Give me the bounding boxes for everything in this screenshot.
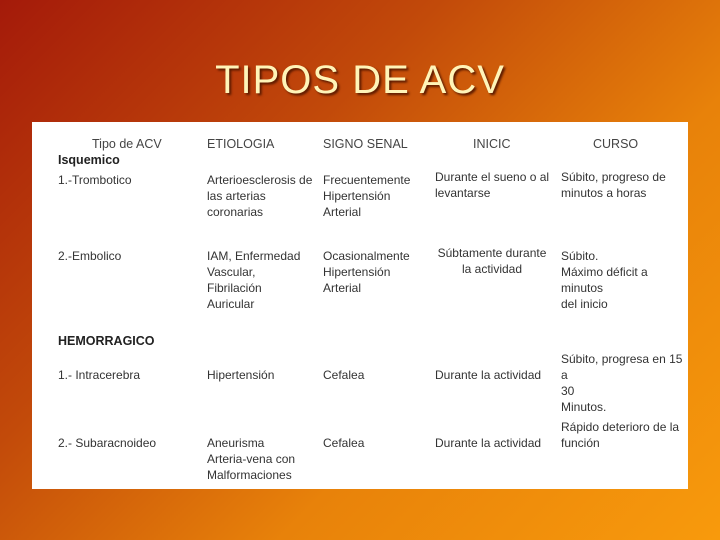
section-label: Isquemico xyxy=(58,153,120,167)
section-label: HEMORRAGICO xyxy=(58,334,155,348)
cell-curso: Súbito. Máximo déficit a minutos del inicio xyxy=(561,249,648,311)
cell-etiologia: Aneurisma Arteria-vena con Malformaciones xyxy=(207,436,296,482)
cell-curso: Rápido deterioro de la función xyxy=(561,420,680,450)
cell-type: 1.- Intracerebra xyxy=(58,368,141,382)
cell-inicio: Durante la actividad xyxy=(435,436,542,450)
cell-signo: Cefalea xyxy=(323,436,365,450)
header-etiologia: ETIOLOGIA xyxy=(207,137,275,151)
cell-type: 1.-Trombotico xyxy=(58,173,132,187)
acv-types-table xyxy=(32,122,688,489)
cell-inicio: Súbtamente durante la actividad xyxy=(437,246,547,276)
cell-inicio: Durante la actividad xyxy=(435,368,542,382)
cell-signo: Cefalea xyxy=(323,368,365,382)
cell-signo: Frecuentemente Hipertensión Arterial xyxy=(323,173,411,219)
slide-title: TIPOS DE ACV xyxy=(215,58,505,102)
cell-etiologia: IAM, Enfermedad Vascular, Fibrilación Auricular xyxy=(207,249,301,311)
cell-type: 2.- Subaracnoideo xyxy=(58,436,157,450)
header-inicio: INICIC xyxy=(473,137,511,151)
header-signo: SIGNO SENAL xyxy=(323,137,408,151)
cell-signo: Ocasionalmente Hipertensión Arterial xyxy=(323,249,410,295)
cell-etiologia: Hipertensión xyxy=(207,368,275,382)
header-tipo: Tipo de ACV xyxy=(92,137,162,151)
header-curso: CURSO xyxy=(593,137,639,151)
cell-curso: Súbito, progreso de minutos a horas xyxy=(561,170,666,200)
cell-type: 2.-Embolico xyxy=(58,249,122,263)
cell-curso: Súbito, progresa en 15 a 30 Minutos. xyxy=(561,352,683,414)
cell-inicio: Durante el sueno o al levantarse xyxy=(435,170,550,200)
cell-etiologia: Arterioesclerosis de las arterias coronarias xyxy=(207,173,313,219)
